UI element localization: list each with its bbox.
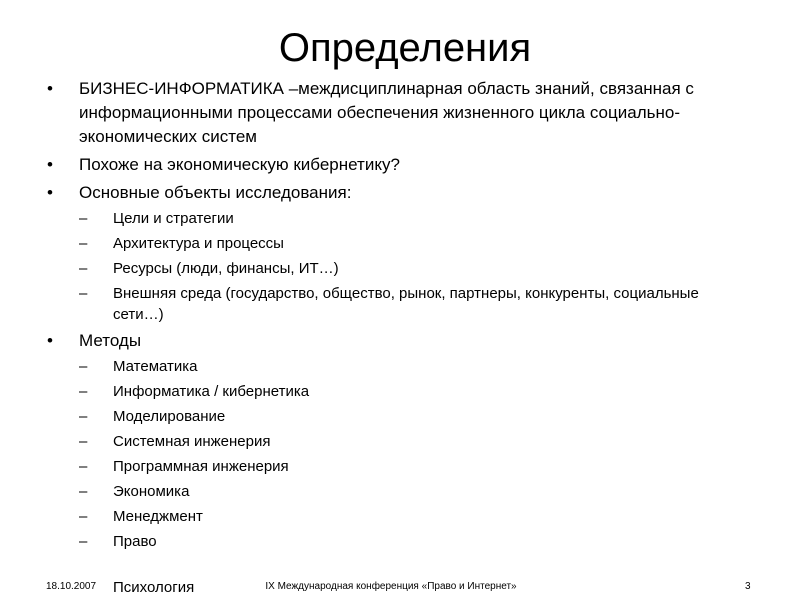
- sub-item: [79, 381, 744, 402]
- slide-title: Определения: [278, 26, 532, 70]
- dash-icon: –: [79, 260, 88, 277]
- sub-item-text: Математика: [113, 358, 198, 375]
- bullet-text: Методы: [79, 331, 142, 350]
- footer-page-number: 3: [745, 581, 751, 592]
- sub-item-text: Внешняя среда (государство, общество, рынок, партнеры, конкуренты, социальные сети…): [113, 285, 699, 323]
- dash-icon: –: [79, 433, 88, 450]
- dash-icon: –: [79, 483, 88, 500]
- sub-item: [79, 481, 744, 502]
- dash-icon: –: [79, 533, 88, 550]
- sub-item-text: Информатика / кибернетика: [113, 383, 310, 400]
- sub-item: [79, 531, 744, 552]
- dash-icon: –: [79, 285, 88, 302]
- sub-item: [79, 258, 744, 279]
- footer-conference: IX Международная конференция «Право и Интернет»: [265, 581, 517, 592]
- sub-item: [79, 233, 744, 254]
- dash-icon: –: [79, 458, 88, 475]
- sub-item-text: Ресурсы (люди, финансы, ИТ…): [113, 260, 339, 277]
- sub-item: [79, 283, 744, 325]
- footer-date: 18.10.2007: [46, 581, 97, 592]
- bullet-list: [44, 77, 744, 552]
- sub-item: [79, 431, 744, 452]
- dash-icon: –: [79, 508, 88, 525]
- sub-item-text: Менеджмент: [113, 508, 203, 525]
- sub-item-text: Цели и стратегии: [113, 210, 234, 227]
- bullet-item-business-informatics: [44, 77, 744, 149]
- slide-content: [44, 77, 744, 556]
- sub-item: [79, 356, 744, 377]
- bullet-icon: •: [47, 155, 53, 174]
- bullet-icon: •: [47, 79, 53, 98]
- sub-list: [79, 208, 744, 325]
- bullet-text: Основные объекты исследования:: [79, 183, 352, 202]
- bullet-icon: •: [47, 331, 53, 350]
- sub-item: [79, 456, 744, 477]
- dash-icon: –: [79, 408, 88, 425]
- sub-item-text: Моделирование: [113, 408, 226, 425]
- bullet-item-cybernetics: [44, 153, 744, 177]
- bullet-text: БИЗНЕС-ИНФОРМАТИКА –междисциплинарная область знаний, связанная с информационными процессами обеспечения жизненного цикла социально-экономических систем: [79, 79, 694, 146]
- sub-item-text: Архитектура и процессы: [113, 235, 284, 252]
- sub-item-text: Право: [113, 533, 157, 550]
- bullet-item-methods: [44, 329, 744, 552]
- bullet-text: Похоже на экономическую кибернетику?: [79, 155, 400, 174]
- sub-list: [79, 356, 744, 552]
- sub-item: [79, 208, 744, 229]
- overflow-sub-item: [113, 577, 194, 598]
- bullet-item-research-objects: [44, 181, 744, 325]
- dash-icon: –: [79, 235, 88, 252]
- sub-item: [79, 406, 744, 427]
- sub-item-text: Экономика: [113, 483, 190, 500]
- sub-item-text: Системная инженерия: [113, 433, 271, 450]
- sub-item-text: Программная инженерия: [113, 458, 289, 475]
- bullet-icon: •: [47, 183, 53, 202]
- dash-icon: –: [79, 358, 88, 375]
- dash-icon: –: [79, 210, 88, 227]
- sub-item: [79, 506, 744, 527]
- dash-icon: –: [79, 383, 88, 400]
- sub-item-text: Психология: [113, 579, 195, 596]
